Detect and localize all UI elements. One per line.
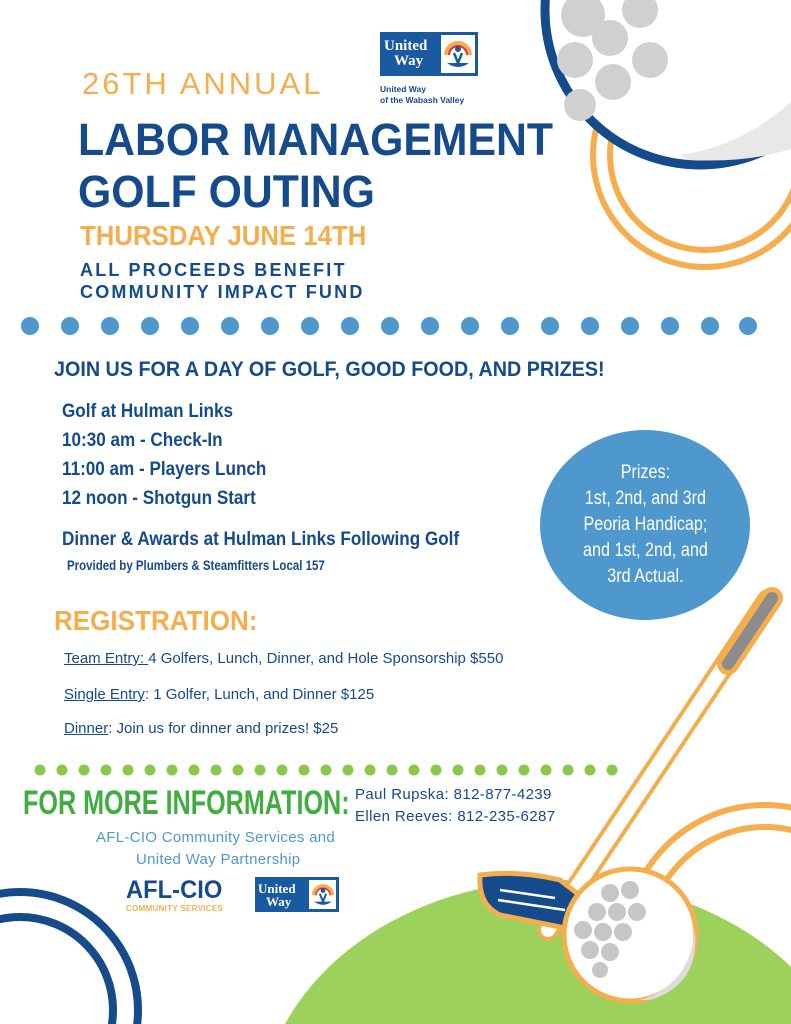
afl-cio-logo-text: AFL-CIO xyxy=(126,876,223,904)
golf-ball-top-icon xyxy=(545,0,791,165)
prizes-badge xyxy=(540,430,750,620)
registration-title: REGISTRATION: xyxy=(54,605,258,636)
logo-subtitle-line2: of the Wabash Valley xyxy=(380,95,465,105)
title-line1: LABOR MANAGEMENT xyxy=(78,114,553,165)
contact-line: Paul Rupska: 812-877-4239 xyxy=(355,786,552,803)
event-date: THURSDAY JUNE 14TH xyxy=(80,220,367,251)
annual-label: 26TH ANNUAL xyxy=(82,66,324,101)
registration-detail: : Join us for dinner and prizes! $25 xyxy=(108,720,339,737)
provided-by: Provided by Plumbers & Steamfitters Local 157 xyxy=(67,557,325,573)
golf-ball-bottom-icon xyxy=(564,869,696,1001)
logo-word-united: United xyxy=(384,38,428,54)
logo-word-united: United xyxy=(258,880,296,896)
registration-label: Single Entry xyxy=(64,686,145,703)
more-info-title: FOR MORE INFORMATION: xyxy=(23,784,350,822)
registration-item xyxy=(64,720,338,737)
proceeds-line1: ALL PROCEEDS BENEFIT xyxy=(80,260,347,280)
logo-word-way: Way xyxy=(266,893,292,909)
united-way-hand-icon xyxy=(309,880,336,909)
united-way-hand-icon xyxy=(441,35,475,73)
registration-item xyxy=(64,686,374,703)
logo-word-way: Way xyxy=(394,53,424,69)
schedule-item: Golf at Hulman Links xyxy=(62,401,234,422)
registration-label: Dinner xyxy=(64,720,109,737)
join-headline: JOIN US FOR A DAY OF GOLF, GOOD FOOD, AND PRIZES! xyxy=(54,358,605,381)
contact-line: Ellen Reeves: 812-235-6287 xyxy=(355,808,556,825)
schedule-item: 12 noon - Shotgun Start xyxy=(62,488,256,509)
afl-cio-logo-subtext: COMMUNITY SERVICES xyxy=(126,904,224,913)
partner-line2: United Way Partnership xyxy=(136,851,301,868)
schedule-item: 11:00 am - Players Lunch xyxy=(62,459,267,480)
title-line2: GOLF OUTING xyxy=(78,166,375,217)
proceeds-line2: COMMUNITY IMPACT FUND xyxy=(80,282,365,302)
dotted-divider-blue xyxy=(21,317,757,335)
afl-cio-logo xyxy=(126,877,227,913)
dotted-divider-green xyxy=(35,765,618,776)
registration-label: Team Entry: xyxy=(64,650,149,667)
united-way-logo-bottom xyxy=(255,877,339,912)
schedule-item: 10:30 am - Check-In xyxy=(62,430,223,451)
prizes-text: Prizes: 1st, 2nd, and 3rd Peoria Handicap; and 1st, 2nd, and 3rd Actual. xyxy=(582,462,708,587)
united-way-logo-top xyxy=(380,32,478,76)
registration-detail: : 1 Golfer, Lunch, and Dinner $125 xyxy=(144,686,375,703)
registration-detail: 4 Golfers, Lunch, Dinner, and Hole Sponsorship $550 xyxy=(148,650,504,667)
logo-subtitle-line1: United Way xyxy=(380,84,426,94)
partner-line1: AFL-CIO Community Services and xyxy=(96,829,336,846)
registration-item xyxy=(64,650,503,667)
dinner-awards: Dinner & Awards at Hulman Links Following Golf xyxy=(62,529,460,550)
